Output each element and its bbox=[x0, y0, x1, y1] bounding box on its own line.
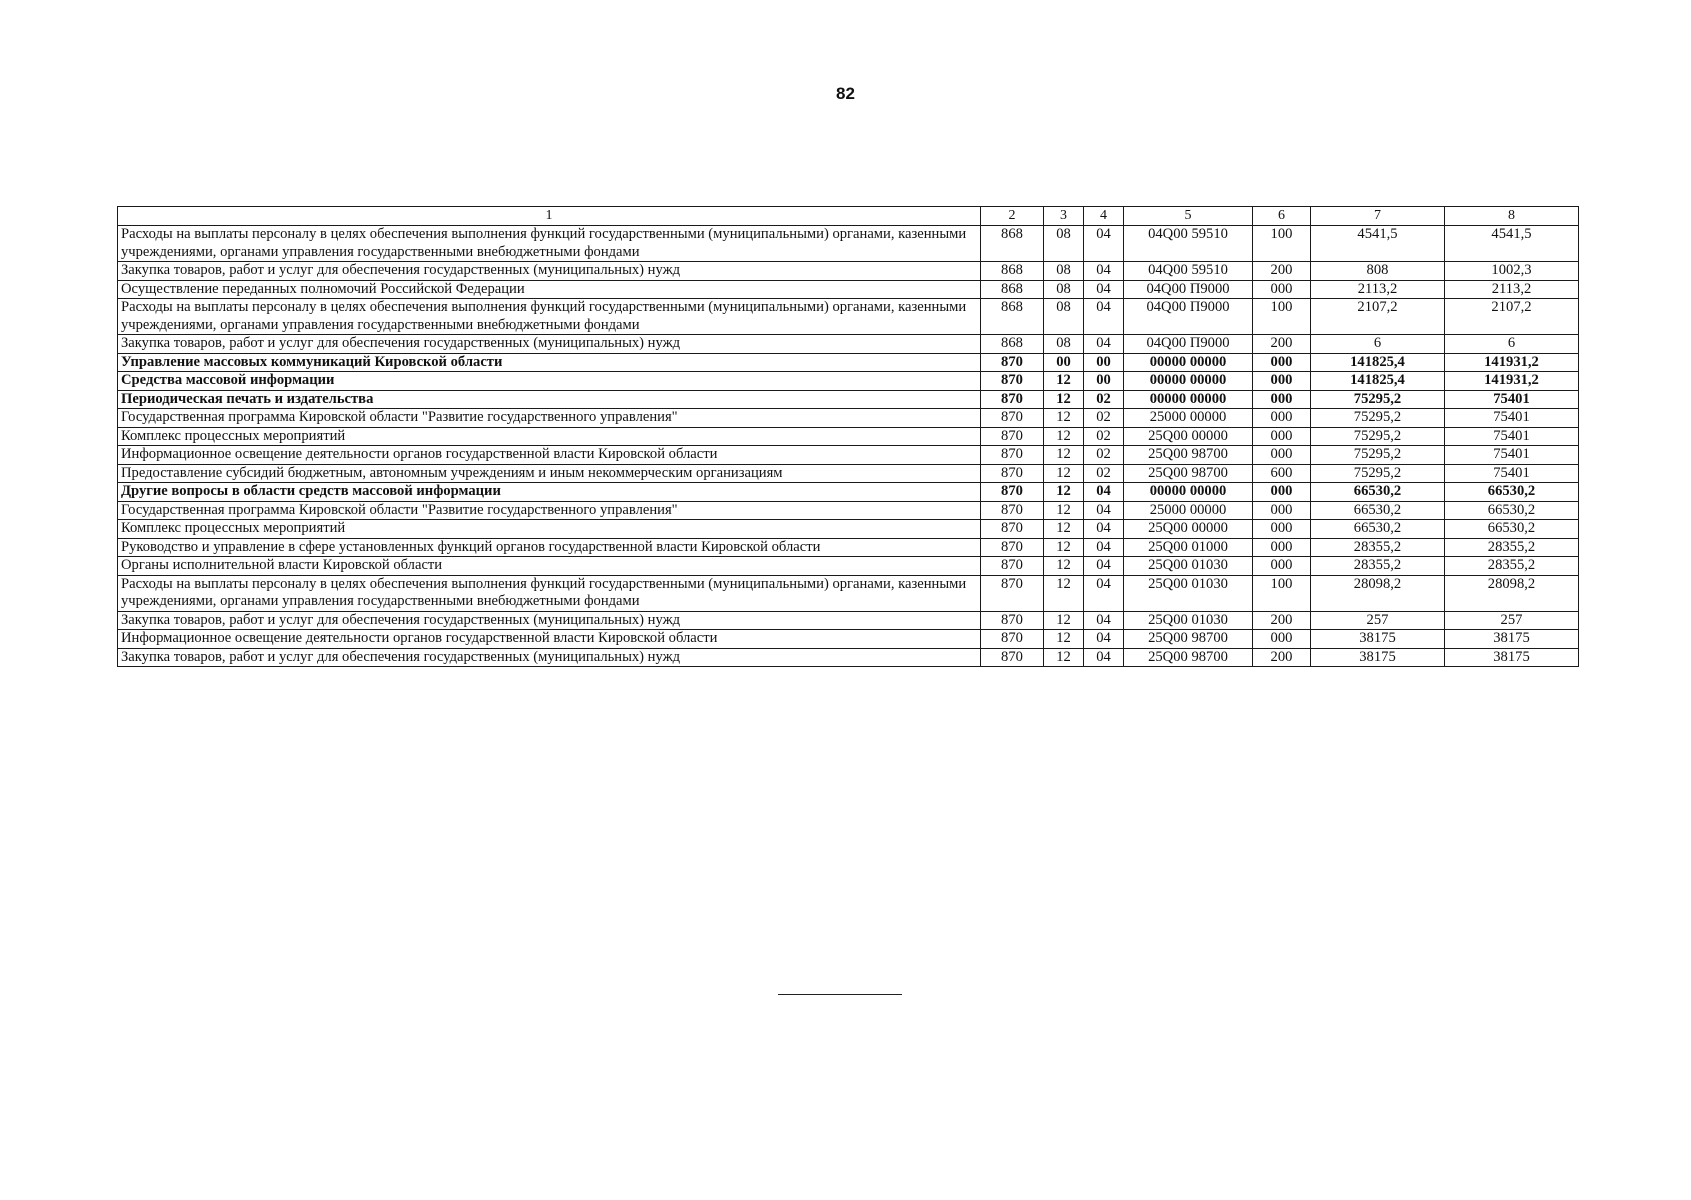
value-cell-col7: 75295,2 bbox=[1311, 464, 1445, 483]
admin-code-cell: 870 bbox=[981, 372, 1044, 391]
table-row bbox=[118, 538, 1579, 557]
expense-type-cell: 100 bbox=[1253, 299, 1311, 335]
value-cell-col7: 66530,2 bbox=[1311, 483, 1445, 502]
value-cell-col7: 28355,2 bbox=[1311, 538, 1445, 557]
value-cell-col8: 75401 bbox=[1445, 409, 1579, 428]
value-cell-col8: 38175 bbox=[1445, 630, 1579, 649]
value-cell-col8: 66530,2 bbox=[1445, 483, 1579, 502]
value-cell-col7: 38175 bbox=[1311, 648, 1445, 667]
row-name-cell: Закупка товаров, работ и услуг для обеспечения государственных (муниципальных) нужд bbox=[118, 648, 981, 667]
value-cell-col8: 141931,2 bbox=[1445, 372, 1579, 391]
expense-type-cell: 000 bbox=[1253, 501, 1311, 520]
table-row bbox=[118, 520, 1579, 539]
row-name-cell: Осуществление переданных полномочий Российской Федерации bbox=[118, 280, 981, 299]
target-article-cell: 25Q00 00000 bbox=[1124, 427, 1253, 446]
section-cell: 12 bbox=[1044, 464, 1084, 483]
target-article-cell: 04Q00 П9000 bbox=[1124, 299, 1253, 335]
subsection-cell: 04 bbox=[1084, 501, 1124, 520]
row-name-cell: Руководство и управление в сфере установленных функций органов государственной власти Кировской области bbox=[118, 538, 981, 557]
value-cell-col8: 75401 bbox=[1445, 464, 1579, 483]
subsection-cell: 04 bbox=[1084, 226, 1124, 262]
value-cell-col8: 257 bbox=[1445, 611, 1579, 630]
table-row bbox=[118, 280, 1579, 299]
target-article-cell: 25Q00 98700 bbox=[1124, 464, 1253, 483]
section-cell: 08 bbox=[1044, 262, 1084, 281]
section-cell: 08 bbox=[1044, 335, 1084, 354]
value-cell-col8: 6 bbox=[1445, 335, 1579, 354]
value-cell-col8: 75401 bbox=[1445, 390, 1579, 409]
value-cell-col8: 28355,2 bbox=[1445, 557, 1579, 576]
target-article-cell: 00000 00000 bbox=[1124, 390, 1253, 409]
table-row bbox=[118, 299, 1579, 335]
value-cell-col8: 141931,2 bbox=[1445, 353, 1579, 372]
row-name-cell: Государственная программа Кировской области "Развитие государственного управления" bbox=[118, 409, 981, 428]
value-cell-col8: 4541,5 bbox=[1445, 226, 1579, 262]
section-cell: 12 bbox=[1044, 520, 1084, 539]
value-cell-col8: 38175 bbox=[1445, 648, 1579, 667]
header-cell: 3 bbox=[1044, 207, 1084, 226]
target-article-cell: 25Q00 01030 bbox=[1124, 557, 1253, 576]
row-name-cell: Периодическая печать и издательства bbox=[118, 390, 981, 409]
subsection-cell: 04 bbox=[1084, 630, 1124, 649]
table-row bbox=[118, 262, 1579, 281]
subsection-cell: 02 bbox=[1084, 409, 1124, 428]
table-row bbox=[118, 390, 1579, 409]
admin-code-cell: 868 bbox=[981, 335, 1044, 354]
table-row bbox=[118, 464, 1579, 483]
header-cell: 6 bbox=[1253, 207, 1311, 226]
table-body bbox=[118, 207, 1579, 667]
target-article-cell: 04Q00 59510 bbox=[1124, 262, 1253, 281]
admin-code-cell: 870 bbox=[981, 483, 1044, 502]
row-name-cell: Предоставление субсидий бюджетным, автономным учреждениям и иным некоммерческим организациям bbox=[118, 464, 981, 483]
target-article-cell: 00000 00000 bbox=[1124, 483, 1253, 502]
value-cell-col7: 141825,4 bbox=[1311, 353, 1445, 372]
page-number: 82 bbox=[836, 84, 855, 103]
subsection-cell: 04 bbox=[1084, 483, 1124, 502]
table-row bbox=[118, 630, 1579, 649]
section-cell: 08 bbox=[1044, 299, 1084, 335]
admin-code-cell: 870 bbox=[981, 557, 1044, 576]
value-cell-col7: 28355,2 bbox=[1311, 557, 1445, 576]
target-article-cell: 04Q00 П9000 bbox=[1124, 335, 1253, 354]
budget-table bbox=[117, 206, 1579, 667]
value-cell-col7: 4541,5 bbox=[1311, 226, 1445, 262]
header-cell: 7 bbox=[1311, 207, 1445, 226]
target-article-cell: 25Q00 01000 bbox=[1124, 538, 1253, 557]
expense-type-cell: 000 bbox=[1253, 557, 1311, 576]
subsection-cell: 04 bbox=[1084, 611, 1124, 630]
value-cell-col7: 75295,2 bbox=[1311, 390, 1445, 409]
target-article-cell: 25000 00000 bbox=[1124, 501, 1253, 520]
value-cell-col7: 2113,2 bbox=[1311, 280, 1445, 299]
section-cell: 12 bbox=[1044, 575, 1084, 611]
value-cell-col8: 75401 bbox=[1445, 427, 1579, 446]
table-row bbox=[118, 446, 1579, 465]
table-row bbox=[118, 648, 1579, 667]
expense-type-cell: 600 bbox=[1253, 464, 1311, 483]
admin-code-cell: 868 bbox=[981, 299, 1044, 335]
admin-code-cell: 870 bbox=[981, 575, 1044, 611]
value-cell-col8: 66530,2 bbox=[1445, 520, 1579, 539]
admin-code-cell: 870 bbox=[981, 464, 1044, 483]
admin-code-cell: 870 bbox=[981, 501, 1044, 520]
expense-type-cell: 000 bbox=[1253, 483, 1311, 502]
expense-type-cell: 000 bbox=[1253, 520, 1311, 539]
admin-code-cell: 870 bbox=[981, 390, 1044, 409]
table-row bbox=[118, 409, 1579, 428]
header-cell: 4 bbox=[1084, 207, 1124, 226]
row-name-cell: Закупка товаров, работ и услуг для обеспечения государственных (муниципальных) нужд bbox=[118, 611, 981, 630]
section-cell: 12 bbox=[1044, 427, 1084, 446]
table-row bbox=[118, 335, 1579, 354]
expense-type-cell: 100 bbox=[1253, 226, 1311, 262]
subsection-cell: 04 bbox=[1084, 520, 1124, 539]
value-cell-col7: 6 bbox=[1311, 335, 1445, 354]
table-row bbox=[118, 557, 1579, 576]
section-cell: 12 bbox=[1044, 611, 1084, 630]
subsection-cell: 04 bbox=[1084, 299, 1124, 335]
value-cell-col7: 141825,4 bbox=[1311, 372, 1445, 391]
admin-code-cell: 870 bbox=[981, 446, 1044, 465]
section-cell: 12 bbox=[1044, 501, 1084, 520]
section-cell: 12 bbox=[1044, 483, 1084, 502]
value-cell-col7: 75295,2 bbox=[1311, 446, 1445, 465]
admin-code-cell: 868 bbox=[981, 262, 1044, 281]
header-cell: 1 bbox=[118, 207, 981, 226]
row-name-cell: Расходы на выплаты персоналу в целях обеспечения выполнения функций государственными (муниципальными) органами, казенными учреждениями, органами управления государственными внебюджетными фондами bbox=[118, 299, 981, 335]
row-name-cell: Информационное освещение деятельности органов государственной власти Кировской области bbox=[118, 446, 981, 465]
subsection-cell: 02 bbox=[1084, 427, 1124, 446]
admin-code-cell: 870 bbox=[981, 353, 1044, 372]
row-name-cell: Средства массовой информации bbox=[118, 372, 981, 391]
row-name-cell: Комплекс процессных мероприятий bbox=[118, 520, 981, 539]
value-cell-col7: 66530,2 bbox=[1311, 520, 1445, 539]
row-name-cell: Государственная программа Кировской области "Развитие государственного управления" bbox=[118, 501, 981, 520]
section-cell: 12 bbox=[1044, 538, 1084, 557]
target-article-cell: 25Q00 00000 bbox=[1124, 520, 1253, 539]
subsection-cell: 00 bbox=[1084, 372, 1124, 391]
expense-type-cell: 000 bbox=[1253, 372, 1311, 391]
value-cell-col7: 75295,2 bbox=[1311, 409, 1445, 428]
subsection-cell: 02 bbox=[1084, 390, 1124, 409]
value-cell-col8: 75401 bbox=[1445, 446, 1579, 465]
section-cell: 12 bbox=[1044, 446, 1084, 465]
admin-code-cell: 870 bbox=[981, 538, 1044, 557]
admin-code-cell: 870 bbox=[981, 409, 1044, 428]
expense-type-cell: 000 bbox=[1253, 353, 1311, 372]
subsection-cell: 00 bbox=[1084, 353, 1124, 372]
target-article-cell: 25Q00 01030 bbox=[1124, 611, 1253, 630]
section-cell: 08 bbox=[1044, 226, 1084, 262]
subsection-cell: 04 bbox=[1084, 648, 1124, 667]
section-cell: 12 bbox=[1044, 372, 1084, 391]
target-article-cell: 25000 00000 bbox=[1124, 409, 1253, 428]
section-cell: 12 bbox=[1044, 409, 1084, 428]
section-cell: 12 bbox=[1044, 557, 1084, 576]
subsection-cell: 04 bbox=[1084, 280, 1124, 299]
expense-type-cell: 000 bbox=[1253, 390, 1311, 409]
admin-code-cell: 870 bbox=[981, 427, 1044, 446]
value-cell-col8: 28098,2 bbox=[1445, 575, 1579, 611]
table-header-row bbox=[118, 207, 1579, 226]
expense-type-cell: 100 bbox=[1253, 575, 1311, 611]
value-cell-col7: 28098,2 bbox=[1311, 575, 1445, 611]
expense-type-cell: 000 bbox=[1253, 427, 1311, 446]
header-cell: 2 bbox=[981, 207, 1044, 226]
section-cell: 12 bbox=[1044, 390, 1084, 409]
table-row bbox=[118, 483, 1579, 502]
table-row bbox=[118, 372, 1579, 391]
value-cell-col8: 66530,2 bbox=[1445, 501, 1579, 520]
target-article-cell: 25Q00 98700 bbox=[1124, 648, 1253, 667]
section-cell: 12 bbox=[1044, 648, 1084, 667]
target-article-cell: 25Q00 01030 bbox=[1124, 575, 1253, 611]
value-cell-col7: 808 bbox=[1311, 262, 1445, 281]
table-row bbox=[118, 611, 1579, 630]
row-name-cell: Комплекс процессных мероприятий bbox=[118, 427, 981, 446]
value-cell-col8: 2107,2 bbox=[1445, 299, 1579, 335]
section-cell: 08 bbox=[1044, 280, 1084, 299]
subsection-cell: 04 bbox=[1084, 262, 1124, 281]
header-cell: 8 bbox=[1445, 207, 1579, 226]
row-name-cell: Закупка товаров, работ и услуг для обеспечения государственных (муниципальных) нужд bbox=[118, 335, 981, 354]
row-name-cell: Управление массовых коммуникаций Кировской области bbox=[118, 353, 981, 372]
row-name-cell: Расходы на выплаты персоналу в целях обеспечения выполнения функций государственными (муниципальными) органами, казенными учреждениями, органами управления государственными внебюджетными фондами bbox=[118, 575, 981, 611]
footer-divider bbox=[778, 994, 902, 995]
subsection-cell: 04 bbox=[1084, 538, 1124, 557]
subsection-cell: 04 bbox=[1084, 335, 1124, 354]
table-row bbox=[118, 575, 1579, 611]
subsection-cell: 02 bbox=[1084, 464, 1124, 483]
expense-type-cell: 200 bbox=[1253, 335, 1311, 354]
value-cell-col7: 2107,2 bbox=[1311, 299, 1445, 335]
admin-code-cell: 870 bbox=[981, 648, 1044, 667]
section-cell: 00 bbox=[1044, 353, 1084, 372]
subsection-cell: 04 bbox=[1084, 575, 1124, 611]
target-article-cell: 25Q00 98700 bbox=[1124, 630, 1253, 649]
value-cell-col8: 2113,2 bbox=[1445, 280, 1579, 299]
expense-type-cell: 200 bbox=[1253, 648, 1311, 667]
value-cell-col8: 1002,3 bbox=[1445, 262, 1579, 281]
admin-code-cell: 868 bbox=[981, 280, 1044, 299]
subsection-cell: 02 bbox=[1084, 446, 1124, 465]
row-name-cell: Информационное освещение деятельности органов государственной власти Кировской области bbox=[118, 630, 981, 649]
value-cell-col7: 75295,2 bbox=[1311, 427, 1445, 446]
value-cell-col8: 28355,2 bbox=[1445, 538, 1579, 557]
expense-type-cell: 200 bbox=[1253, 611, 1311, 630]
target-article-cell: 04Q00 П9000 bbox=[1124, 280, 1253, 299]
expense-type-cell: 000 bbox=[1253, 280, 1311, 299]
table-row bbox=[118, 353, 1579, 372]
table-row bbox=[118, 501, 1579, 520]
target-article-cell: 04Q00 59510 bbox=[1124, 226, 1253, 262]
admin-code-cell: 868 bbox=[981, 226, 1044, 262]
value-cell-col7: 38175 bbox=[1311, 630, 1445, 649]
subsection-cell: 04 bbox=[1084, 557, 1124, 576]
expense-type-cell: 000 bbox=[1253, 538, 1311, 557]
value-cell-col7: 66530,2 bbox=[1311, 501, 1445, 520]
row-name-cell: Закупка товаров, работ и услуг для обеспечения государственных (муниципальных) нужд bbox=[118, 262, 981, 281]
target-article-cell: 00000 00000 bbox=[1124, 372, 1253, 391]
header-cell: 5 bbox=[1124, 207, 1253, 226]
row-name-cell: Расходы на выплаты персоналу в целях обеспечения выполнения функций государственными (муниципальными) органами, казенными учреждениями, органами управления государственными внебюджетными фондами bbox=[118, 226, 981, 262]
table-row bbox=[118, 226, 1579, 262]
row-name-cell: Органы исполнительной власти Кировской области bbox=[118, 557, 981, 576]
target-article-cell: 25Q00 98700 bbox=[1124, 446, 1253, 465]
table-row bbox=[118, 427, 1579, 446]
value-cell-col7: 257 bbox=[1311, 611, 1445, 630]
admin-code-cell: 870 bbox=[981, 630, 1044, 649]
section-cell: 12 bbox=[1044, 630, 1084, 649]
expense-type-cell: 000 bbox=[1253, 630, 1311, 649]
admin-code-cell: 870 bbox=[981, 611, 1044, 630]
expense-type-cell: 000 bbox=[1253, 409, 1311, 428]
row-name-cell: Другие вопросы в области средств массовой информации bbox=[118, 483, 981, 502]
expense-type-cell: 200 bbox=[1253, 262, 1311, 281]
target-article-cell: 00000 00000 bbox=[1124, 353, 1253, 372]
admin-code-cell: 870 bbox=[981, 520, 1044, 539]
expense-type-cell: 000 bbox=[1253, 446, 1311, 465]
